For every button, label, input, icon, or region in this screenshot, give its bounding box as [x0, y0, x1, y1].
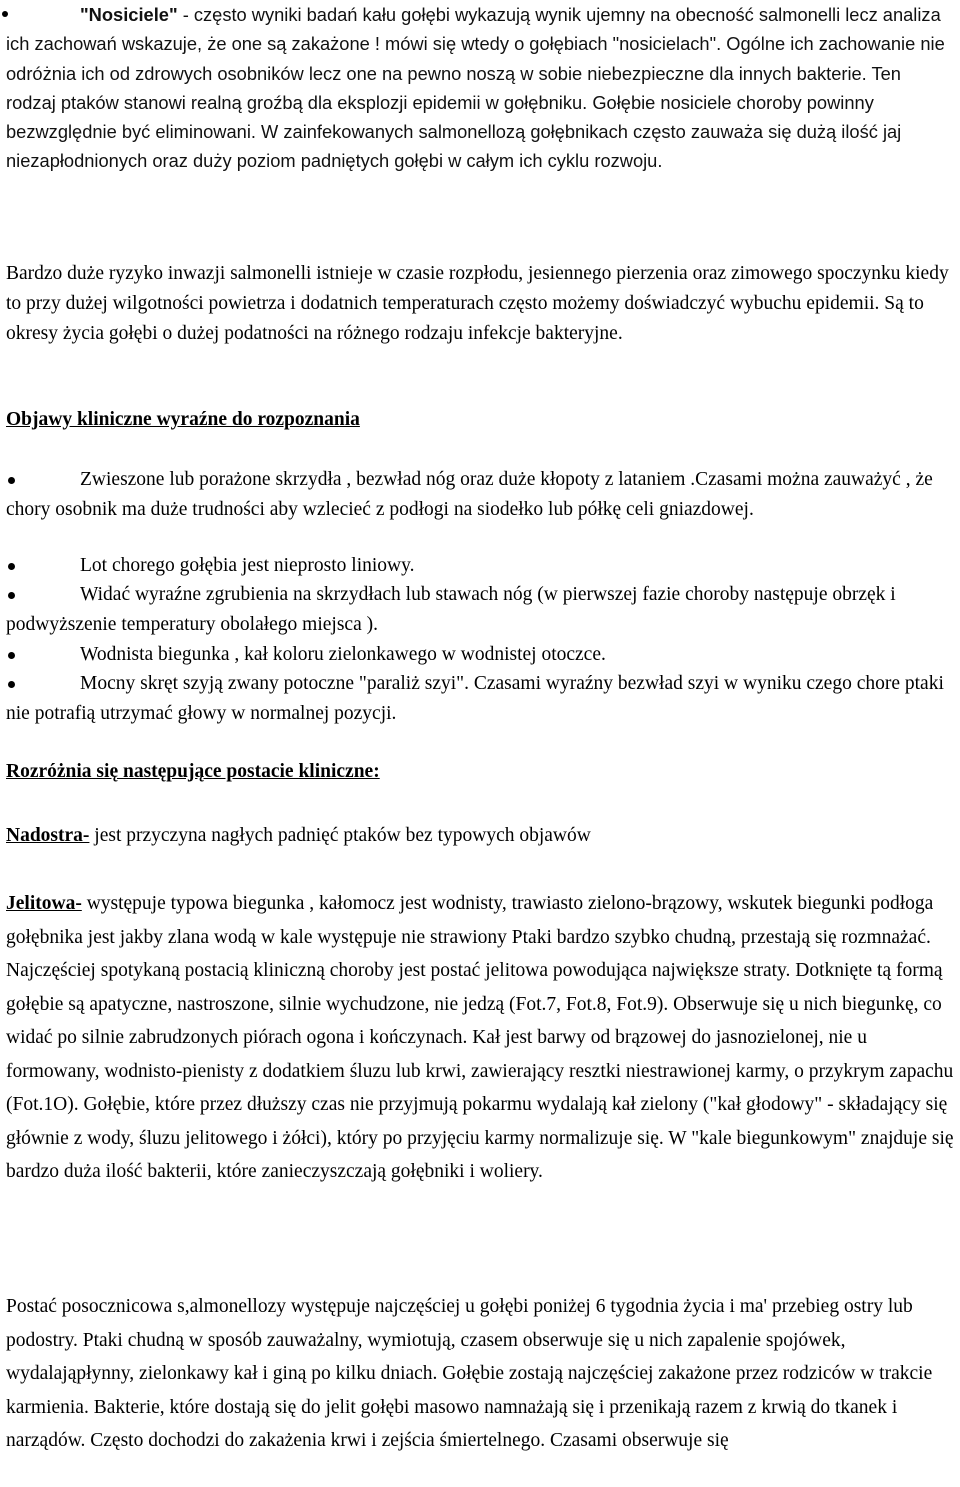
bullet-icon [8, 563, 15, 570]
posocznicowa-paragraph: Postać posocznicowa s,almonellozy występuje najczęściej u gołębi poniżej 6 tygodnia życia i ma' przebieg ostry lub podostry. Ptaki chudną w sposób zauważalny, wymiotują, czasem obserwuje się u nich zapalenie spojówek, wydalająpłynny, zielonkawy kał i giną po kilku dniach. Gołębie zostają najczęściej zakażone przez rodziców w trakcie karmienia. Bakterie, które dostają się do jelit gołębi masowo namnażają się i przenikają razem z krwią do tkanek i narządów. Często dochodzi do zakażenia krwi i zejścia śmiertelnego. Czasami obserwuje się [6, 1296, 933, 1451]
bullet-icon [8, 652, 15, 659]
symptom-item: Wodnista biegunka , kał koloru zielonkawego w wodnistej otoczce. [6, 640, 954, 670]
nadostra-paragraph: Nadostra- jest przyczyna nagłych padnięć ptaków bez typowych objawów [6, 825, 591, 846]
symptom-item: Lot chorego gołębia jest nieprosto liniowy. [6, 551, 954, 581]
carriers-paragraph [6, 0, 951, 176]
symptom-item: Widać wyraźne zgrubienia na skrzydłach lub stawach nóg (w pierwszej fazie choroby następuje obrzęk i podwyższenie temperatury obolałego miejsca ). [6, 584, 896, 635]
carriers-text: - często wyniki badań kału gołębi wykazują wynik ujemny na obecność salmonelli lecz analiza ich zachowań wskazuje, że one są zakażone ! mówi się wtedy o gołębiach "nosicielach". Ogólne ich zachowanie nie odróżnia ich od zdrowych osobników lecz one na pewno noszą w sobie niebezpieczne dla innych bakterie. Ten rodzaj ptaków stanowi realną groźbą dla eksplozji epidemii w gołębniku. Gołębie nosiciele choroby powinny bezwzględnie być eliminowani. W zainfekowanych salmonellozą gołębnikach często zauważa się dużą ilość jaj niezapłodnionych oraz duży poziom padniętych gołębi w całym ich cyklu rozwoju. [6, 4, 945, 172]
risk-paragraph: Bardzo duże ryzyko inwazji salmonelli istnieje w czasie rozpłodu, jesiennego pierzenia oraz zimowego spoczynku kiedy to przy dużej wilgotności powietrza i dodatnich temperaturach często możemy doświadczyć wybuchu epidemii. Są to okresy życia gołębi o dużej podatności na różnego rodzaju infekcje bakteryjne. [6, 263, 949, 344]
bullet-icon [8, 477, 15, 484]
jelitowa-paragraph: Jelitowa- występuje typowa biegunka , kałomocz jest wodnisty, trawiasto zielono-brązowy, wskutek biegunki podłoga gołębnika jest jakby zlana wodą w kale występuje nie strawiony Ptaki bardzo szybko chudną, przestają się rozmnażać. Najczęściej spotykaną postacią kliniczną choroby jest postać jelitowa powodująca największe straty. Dotknięte tą formą gołębie są apatyczne, nastroszone, silnie wychudzone, nie jedzą (Fot.7, Fot.8, Fot.9). Obserwuje się u nich biegunkę, co widać po silnie zabrudzonych piórach ogona i kończynach. Kał jest barwy od brązowej do jasnozielonej, nie u formowany, wodnisto-pienisty z dodatkiem śluzu lub krwi, zawierający resztki niestrawionej karmy, o przykrym zapachu (Fot.1O). Gołębie, które przez dłuższy czas nie przyjmują pokarmu wydalają kał zielony ("kał głodowy" - składający się głównie z wody, śluzu jelitowego i żółci), który po przyjęciu karmy normalizuje się. W "kale biegunkowym" znajduje się bardzo duża ilość bakterii, które zanieczyszczają gołębniki i woliery. [6, 893, 954, 1182]
symptom-item: Zwieszone lub porażone skrzydła , bezwład nóg oraz duże kłopoty z lataniem .Czasami można zauważyć , że chory osobnik ma duże trudności aby wzlecieć z podłogi na siodełko lub półkę celi gniazdowej. [6, 469, 933, 520]
symptoms-heading: Objawy kliniczne wyraźne do rozpoznania [6, 409, 360, 430]
clinical-forms-heading: Rozróżnia się następujące postacie kliniczne: [6, 761, 380, 782]
bullet-icon [2, 11, 8, 17]
bullet-icon [8, 592, 15, 599]
bullet-icon [8, 681, 15, 688]
jelitowa-label: Jelitowa- [6, 893, 82, 914]
symptom-item: Mocny skręt szyją zwany potoczne "paraliż szyi". Czasami wyraźny bezwład szyi w wyniku czego chore ptaki nie potrafią utrzymać głowy w normalnej pozycji. [6, 673, 944, 724]
carriers-lead: "Nosiciele" [80, 4, 178, 25]
nadostra-label: Nadostra- [6, 825, 90, 846]
